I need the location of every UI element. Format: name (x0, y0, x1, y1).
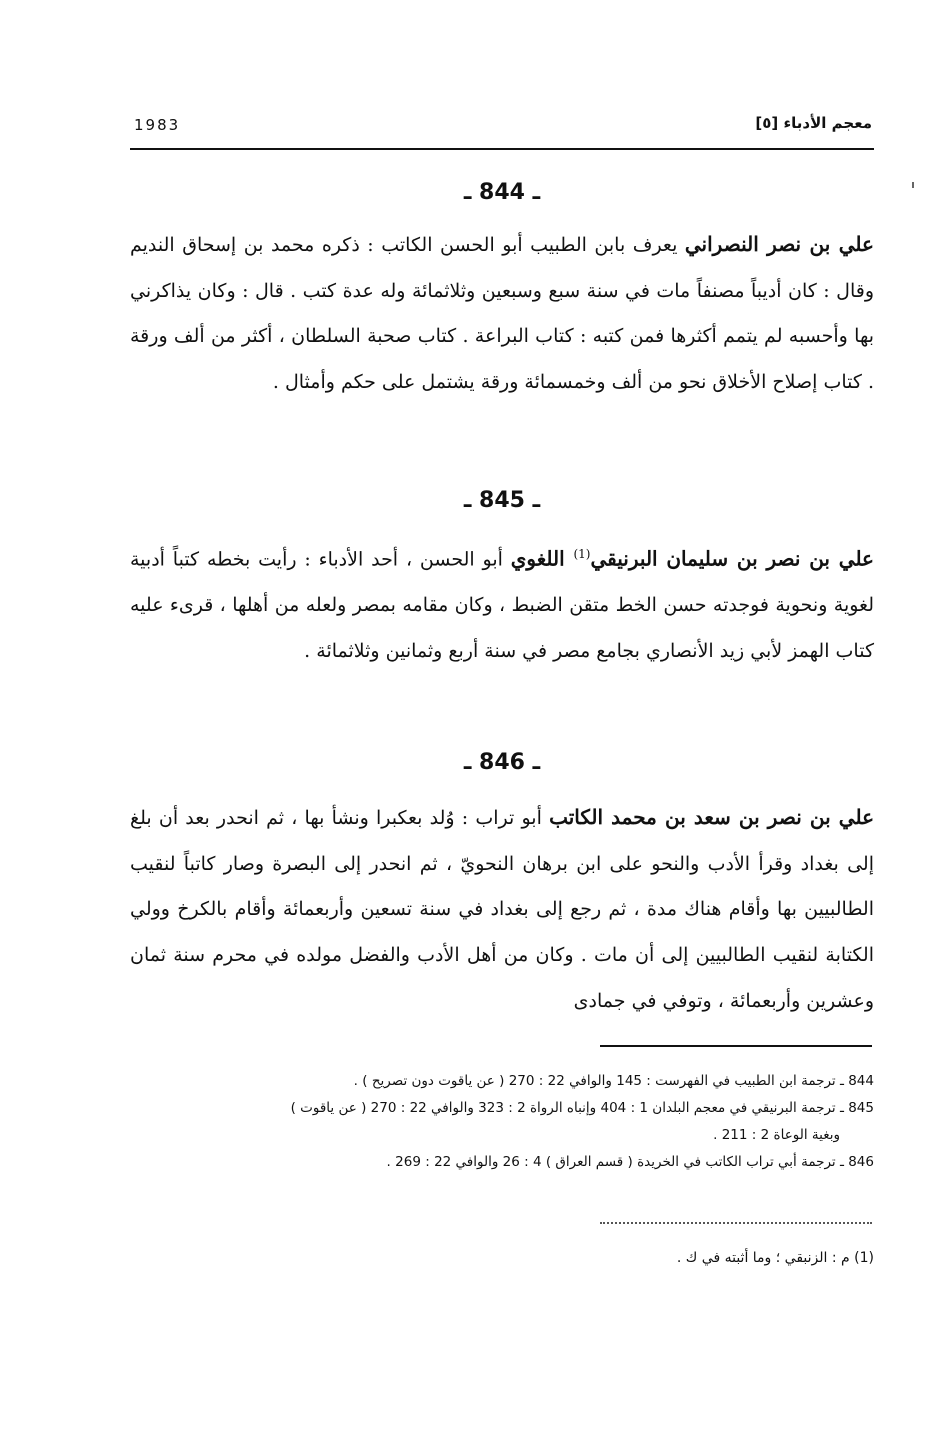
entry-number: ـ 845 ـ (463, 488, 541, 513)
footnote-rule (600, 1045, 872, 1047)
editor-note: (1) م : الزنبقي ؛ وما أثبته في ك . (676, 1250, 874, 1266)
footnote: 845 ـ ترجمة البرنيقي في معجم البلدان 1 : 404 وإنباه الرواة 2 : 323 والوافي 22 : 270 ( عن ياقوت ) (290, 1100, 874, 1116)
page-header (130, 112, 872, 152)
entry-number: ـ 844 ـ (463, 180, 541, 205)
page-number: 1983 (134, 116, 181, 134)
footnote: 846 ـ ترجمة أبي تراب الكاتب في الخريدة ( قسم العراق ) 4 : 26 والوافي 22 : 269 . (386, 1154, 874, 1170)
dotted-separator (600, 1222, 872, 1224)
footnote-continuation: وبغية الوعاة 2 : 211 . (713, 1127, 840, 1143)
entry-text (130, 795, 874, 1025)
entry-name-epithet: اللغوي (510, 546, 574, 571)
running-head: معجم الأدباء [٥] (755, 114, 872, 132)
entry-number: ـ 846 ـ (463, 750, 541, 775)
footnote: 844 ـ ترجمة ابن الطبيب في الفهرست : 145 والوافي 22 : 270 ( عن ياقوت دون تصريح ) . (353, 1073, 874, 1089)
entry-name: علي بن نصر النصراني (684, 232, 874, 256)
entry-text (130, 222, 874, 406)
footnote-marker: (1) (573, 547, 591, 561)
entry-body: أبو الحسن ، أحد الأدباء : رأيت بخطه كتباً أدبية لغوية ونحوية فوجدته حسن الخط متقن الضبط ، وكان مقامه بمصر ولعله من أهلها ، قرىء عليه كتاب الهمز لأبي زيد الأنصاري بجامع مصر في سنة أربع وثمانين وثلاثمائة . (130, 548, 874, 662)
entry-body: أبو تراب : وُلد بعكبرا ونشأ بها ، ثم انحدر بعد أن بلغ إلى بغداد وقرأ الأدب والنحو على ابن برهان النحويّ ، ثم انحدر إلى البصرة وصار كاتباً لنقيب الطالبيين بها وأقام هناك مدة ، ثم رجع إلى بغداد في سنة تسعين وأربعمائة وأقام بالكرخ وولي الكتابة لنقيب الطالبيين إلى أن مات . وكان من أهل الأدب والفضل مولده في محرم سنة ثمان وعشرين وأربعمائة ، وتوفي في جمادى (130, 807, 874, 1012)
entry-name: علي بن نصر بن سعد بن محمد الكاتب (549, 805, 875, 829)
entry-text (130, 532, 874, 674)
entry-body: يعرف بابن الطبيب أبو الحسن الكاتب : ذكره محمد بن إسحاق النديم وقال : كان أديباً مصنفاً مات في سنة سبع وسبعين وثلاثمائة وله عدة كتب . قال : وكان يذاكرني بها وأحسبه لم يتمم أكثرها فمن كتبه : كتاب البراعة . كتاب صحبة السلطان ، أكثر من ألف ورقة . كتاب إصلاح الأخلاق نحو من ألف وخمسمائة ورقة يشتمل على حكم وأمثال . (130, 234, 874, 394)
header-rule (130, 148, 874, 150)
margin-mark (912, 182, 914, 188)
footnotes (130, 1068, 874, 1176)
entry-name: علي بن نصر بن سليمان البرنيقي (590, 546, 874, 571)
